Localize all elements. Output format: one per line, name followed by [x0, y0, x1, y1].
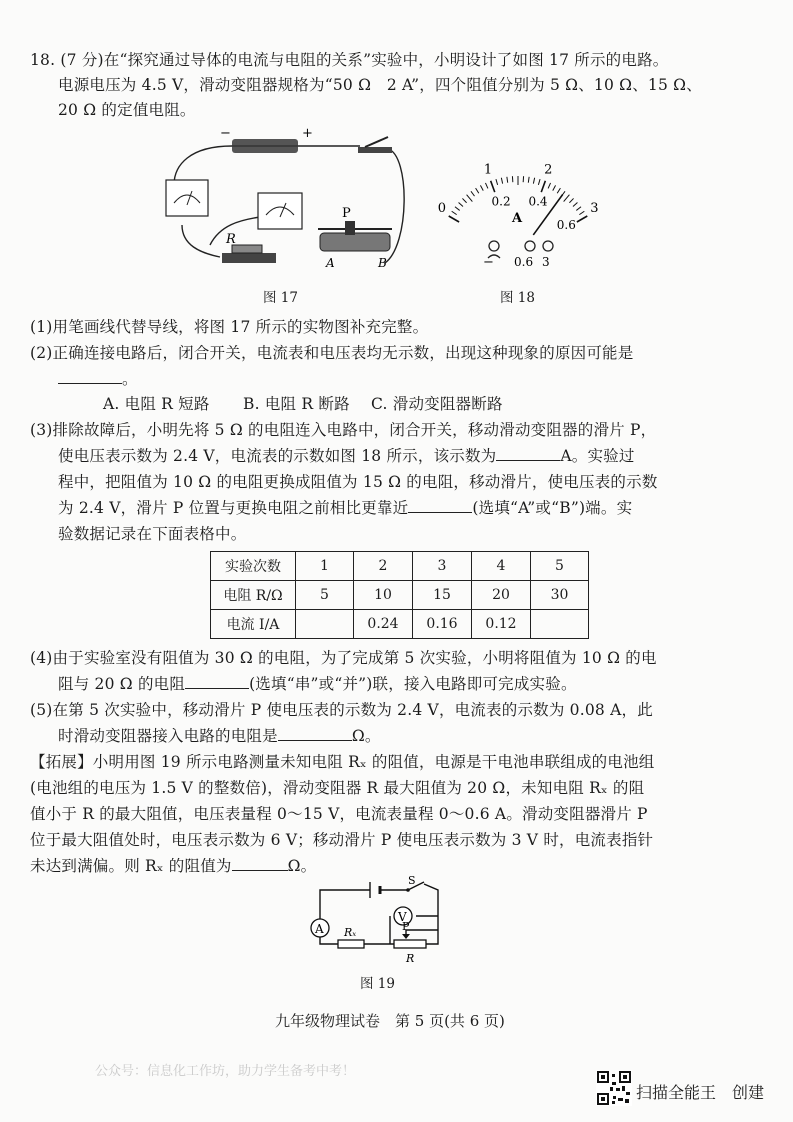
dial-tick — [577, 216, 587, 222]
table-cell: 实验次数 — [211, 552, 296, 581]
p3-line-5: 验数据记录在下面表格中。 — [58, 525, 247, 543]
table-row — [211, 552, 589, 581]
dial-unit-label: A — [512, 211, 523, 226]
answer-blank-2[interactable] — [58, 369, 122, 384]
figure-17-circuit — [160, 125, 420, 275]
ext-line-4: 位于最大阻值处时，电压表示数为 6 V；移动滑片 P 使电压表示数为 3 V 时，电流表指针 — [30, 831, 654, 849]
dial-tick — [576, 207, 581, 211]
table-cell: 3 — [413, 552, 472, 581]
ext-line-5-head: 未达到满偏。则 Rₓ 的阻值为 — [30, 857, 232, 875]
table-row — [211, 581, 589, 610]
dial-tick — [471, 191, 475, 196]
rheostat-a-label: A — [326, 256, 335, 270]
p3-line-3: 程中，把阻值为 10 Ω 的电阻更换成阻值为 15 Ω 的电阻，移动滑片，使电压表的示数 — [58, 473, 658, 491]
terminal-3-label: 3 — [542, 255, 550, 269]
ammeter-label: A — [315, 922, 324, 936]
figure-18-ammeter-dial — [428, 160, 608, 270]
p2-option-c: C. 滑动变阻器断路 — [371, 395, 503, 413]
battery-plus-label: + — [302, 126, 313, 141]
rheostat-r-label: R — [406, 952, 415, 965]
dial-tick — [573, 202, 577, 206]
table-cell: 15 — [413, 581, 472, 610]
p2-line-1: (2)正确连接电路后，闭合开关，电流表和电压表均无示数，出现这种现象的原因可能是 — [30, 344, 634, 362]
p2-line-2-tail: 。 — [122, 370, 138, 388]
resistor-body — [232, 245, 262, 253]
dial-tick — [449, 216, 459, 222]
rheostat-slider-arrow — [402, 934, 410, 939]
wire-right — [424, 884, 438, 944]
rheostat-b-label: B — [378, 256, 387, 270]
dial-tick — [467, 195, 473, 202]
p1-line: (1)用笔画线代替导线，将图 17 所示的实物图补充完整。 — [30, 318, 429, 336]
rheostat-p-label: P — [402, 920, 410, 933]
p3-line-2 — [58, 446, 635, 466]
ammeter-device — [166, 180, 208, 216]
resistor-base — [222, 253, 276, 263]
dial-tick — [528, 177, 529, 183]
table-cell: 电流 I/A — [211, 610, 296, 639]
table-cell: 0.16 — [413, 610, 472, 639]
q18-line-1: 18. (7 分)在“探究通过导体的电流与电阻的关系”实验中，小明设计了如图 17 所示的电路。 — [30, 51, 669, 69]
answer-blank-5[interactable] — [278, 726, 352, 741]
table-cell: 0.24 — [354, 610, 413, 639]
table-row — [211, 610, 589, 639]
wire-top-left — [320, 890, 370, 922]
p5-line-2 — [58, 726, 381, 746]
table-cell: 2 — [354, 552, 413, 581]
figure-18-caption: 图 18 — [500, 290, 535, 306]
rheostat-symbol — [394, 940, 426, 948]
scale-label-2: 2 — [544, 162, 553, 178]
dial-tick — [548, 183, 550, 188]
dial-tick — [501, 178, 502, 184]
switch-label: S — [408, 876, 416, 887]
scale-label-0-6: 0.6 — [556, 218, 576, 232]
p4-line-2-head: 阻与 20 Ω 的电阻 — [58, 675, 186, 693]
p3-line-2-head: 使电压表示数为 2.4 V，电流表的示数如图 18 所示，该示数为 — [58, 447, 497, 465]
p4-line-1: (4)由于实验室没有阻值为 30 Ω 的电阻，为了完成第 5 次实验，小明将阻值为 10 Ω 的电 — [30, 649, 657, 667]
table-cell: 0.12 — [472, 610, 531, 639]
answer-blank-4[interactable] — [185, 674, 249, 689]
table-cell: 20 — [472, 581, 531, 610]
p3-line-4-head: 为 2.4 V，滑片 P 位置与更换电阻之前相比更靠近 — [58, 499, 409, 517]
scale-label-0-2: 0.2 — [491, 194, 511, 209]
wire-ammeter-resistor — [182, 225, 220, 257]
dial-tick — [538, 179, 540, 185]
dial-tick — [476, 188, 479, 193]
table-cell: 1 — [296, 552, 354, 581]
terminal-minus-label: − — [483, 255, 494, 270]
p5-line-2-head: 时滑动变阻器接入电路的电阻是 — [58, 727, 278, 745]
dial-tick — [462, 198, 466, 202]
dial-tick — [496, 179, 498, 185]
dial-tick — [533, 178, 534, 184]
dial-tick — [507, 177, 508, 183]
p4-line-2-tail: (选填“串”或“并”)联，接入电路即可完成实验。 — [249, 675, 577, 693]
scale-label-0-4: 0.4 — [528, 194, 548, 209]
p2-option-a: A. 电阻 R 短路 — [103, 395, 210, 413]
terminal-0-6-label: 0.6 — [514, 255, 534, 269]
p3-line-4-tail: (选填“A”或“B”)端。实 — [472, 499, 633, 517]
p2-line-2 — [58, 369, 138, 389]
scanner-credit: 扫描全能王 创建 — [636, 1083, 765, 1102]
switch-lever — [365, 137, 388, 147]
answer-blank-ext[interactable] — [232, 856, 288, 871]
figure-17-caption: 图 17 — [263, 290, 298, 306]
p2-option-b: B. 电阻 R 断路 — [243, 395, 350, 413]
wire-slider — [406, 930, 438, 936]
terminal-0-6 — [525, 241, 535, 251]
dial-tick — [459, 202, 463, 206]
rheostat-slider — [345, 221, 355, 235]
ext-line-2: (电池组的电压为 1.5 V 的整数倍)，滑动变阻器 R 最大阻值为 20 Ω，未知电阻 Rₓ 的阻 — [30, 779, 645, 797]
figure-19-schematic — [298, 876, 458, 968]
p5-line-1: (5)在第 5 次实验中，移动滑片 P 使电压表的示数为 2.4 V，电流表的示数为 0.08 A，此 — [30, 701, 653, 719]
voltmeter-device — [258, 193, 302, 229]
ext-line-5 — [30, 856, 316, 876]
rheostat-p-label: P — [342, 206, 351, 221]
dial-tick — [569, 198, 573, 202]
page-footer: 九年级物理试卷 第 5 页(共 6 页) — [275, 1012, 505, 1030]
dial-tick — [452, 211, 457, 214]
table-cell: 电阻 R/Ω — [211, 581, 296, 610]
p4-line-2 — [58, 674, 577, 694]
p3-line-1: (3)排除故障后，小明先将 5 Ω 的电阻连入电路中，闭合开关，移动滑动变阻器的滑片 P， — [30, 421, 657, 439]
q18-line-2: 电源电压为 4.5 V，滑动变阻器规格为“50 Ω 2 A”，四个阻值分别为 5 Ω、10 Ω、15 Ω、 — [58, 76, 702, 94]
experiment-data-table — [210, 551, 589, 639]
rheostat-coil — [320, 233, 390, 251]
voltmeter-label: V — [398, 910, 407, 924]
dial-tick — [564, 195, 570, 202]
table-cell: 30 — [531, 581, 589, 610]
terminal-minus — [489, 241, 499, 251]
dial-tick — [553, 185, 556, 190]
table-cell: 5 — [296, 581, 354, 610]
terminal-3 — [543, 241, 553, 251]
scale-label-1: 1 — [483, 162, 493, 178]
dial-tick — [541, 181, 545, 192]
switch-base — [358, 147, 392, 153]
resistor-label: R — [226, 232, 236, 247]
qr-code-icon — [596, 1070, 632, 1106]
figure-19-caption: 图 19 — [360, 976, 395, 992]
rx-resistor-symbol — [338, 940, 364, 948]
p5-line-2-tail: Ω。 — [351, 727, 381, 745]
dial-tick — [579, 211, 584, 214]
table-cell — [531, 610, 589, 639]
table-cell: 10 — [354, 581, 413, 610]
ext-line-1: 【拓展】小明用图 19 所示电路测量未知电阻 Rₓ 的阻值，电源是干电池串联组成的电池组 — [30, 753, 655, 771]
dial-tick — [485, 183, 487, 188]
rx-label: Rₓ — [344, 926, 357, 939]
dial-tick — [557, 188, 560, 193]
ext-line-3: 值小于 R 的最大阻值，电压表量程 0～15 V，电流表量程 0～0.6 A。滑动变阻器滑片 P — [30, 805, 648, 823]
table-cell: 4 — [472, 552, 531, 581]
scale-label-3: 3 — [590, 201, 599, 216]
dial-tick — [480, 185, 483, 190]
table-cell — [296, 610, 354, 639]
table-cell: 5 — [531, 552, 589, 581]
battery-minus-label: − — [220, 126, 231, 141]
answer-blank-3a[interactable] — [496, 446, 560, 461]
q18-line-3: 20 Ω 的定值电阻。 — [58, 101, 196, 119]
scale-label-0: 0 — [437, 201, 447, 216]
p3-line-4 — [58, 498, 632, 518]
dial-tick — [491, 181, 495, 192]
p3-line-2-tail: A。实验过 — [560, 447, 635, 465]
watermark-text: 公众号：信息化工作坊，助力学生备考中考！ — [95, 1064, 356, 1079]
answer-blank-3b[interactable] — [408, 498, 472, 513]
dial-tick — [455, 207, 460, 211]
ext-line-5-tail: Ω。 — [287, 857, 317, 875]
